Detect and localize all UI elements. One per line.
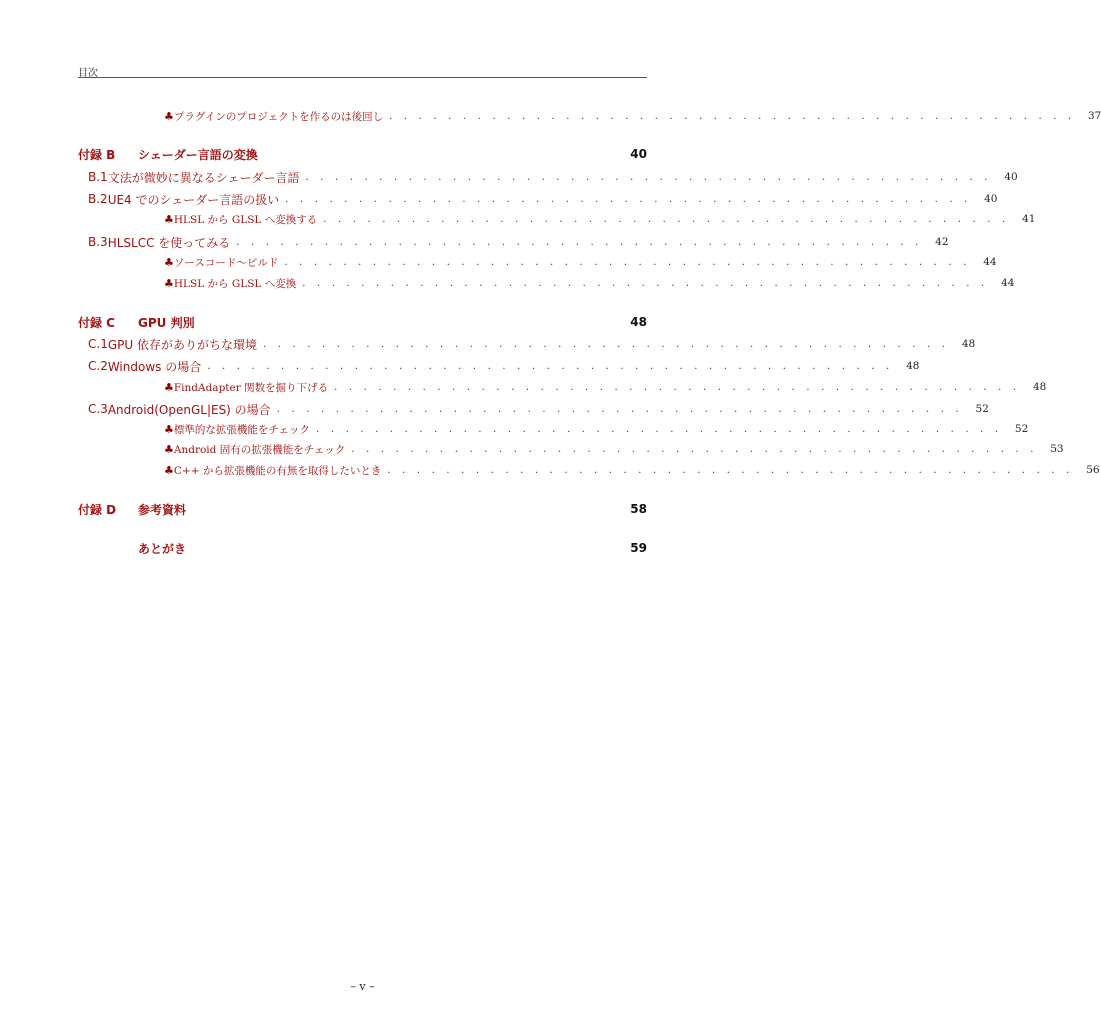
toc-entry-page: 58 <box>630 502 647 516</box>
club-icon: ♣ <box>164 380 174 394</box>
toc-entry-title: 標準的な拡張機能をチェック <box>173 423 311 436</box>
toc-entry-title: ソースコード～ビルド <box>173 256 279 269</box>
club-icon: ♣ <box>164 255 174 269</box>
dot-leader: . . . . . . . . . . . . . . . . . . . . . . . . . . . . . . . . . . . . . . . . . . . . . . . <box>262 338 950 350</box>
toc-entry-number: 付録 C <box>78 315 115 330</box>
dot-leader: . . . . . . . . . . . . . . . . . . . . . . . . . . . . . . . . . . . . . . . . . . . . . . . <box>334 381 1021 393</box>
toc-entry-page: 48 <box>630 315 647 329</box>
toc-entry-page: 56 <box>1086 464 1100 476</box>
running-header: 目次 <box>78 68 98 79</box>
toc-entry-page: 40 <box>1004 171 1018 183</box>
dot-leader: . . . . . . . . . . . . . . . . . . . . . . . . . . . . . . . . . . . . . . . . . . . . . . . <box>305 171 992 183</box>
club-icon: ♣ <box>164 442 174 456</box>
toc-entry-title: プラグインのプロジェクトを作るのは後回し <box>173 110 384 123</box>
toc-entry-title: FindAdapter 関数を掘り下げる <box>173 381 329 394</box>
toc-entry-page: 59 <box>630 541 647 555</box>
toc-entry-title: Android(OpenGL|ES) の場合 <box>107 402 271 417</box>
toc-entry-section[interactable] <box>78 335 976 353</box>
toc-entry-title: UE4 でのシェーダー言語の扱い <box>107 192 280 207</box>
toc-entry-number: 付録 D <box>78 502 117 517</box>
toc-entry-sub[interactable] <box>78 210 1036 228</box>
page-number: – v – <box>350 980 375 993</box>
toc-entry-title: HLSLCC を使ってみる <box>107 235 231 250</box>
toc-entry-chapter[interactable] <box>78 313 647 331</box>
toc-entry-section[interactable] <box>78 357 920 375</box>
dot-leader: . . . . . . . . . . . . . . . . . . . . . . . . . . . . . . . . . . . . . . . . . . . . . . . <box>207 360 894 372</box>
dot-leader: . . . . . . . . . . . . . . . . . . . . . . . . . . . . . . . . . . . . . . . . . . . . . . . <box>284 256 971 268</box>
dot-leader: . . . . . . . . . . . . . . . . . . . . . . . . . . . . . . . . . . . . . . . . . . . . . . . <box>316 423 1003 435</box>
club-icon: ♣ <box>164 276 174 290</box>
toc-entry-chapter[interactable] <box>78 145 647 163</box>
club-icon: ♣ <box>164 109 174 123</box>
toc-entry-page: 40 <box>630 147 647 161</box>
dot-leader: . . . . . . . . . . . . . . . . . . . . . . . . . . . . . . . . . . . . . . . . . . . . . . . <box>387 464 1074 476</box>
toc-entry-sub[interactable] <box>78 107 1101 125</box>
toc-entry-sub[interactable] <box>78 461 1100 479</box>
toc-entry-number: C.2 <box>88 359 108 373</box>
toc-entry-page: 40 <box>984 193 998 205</box>
toc-entry-title: Windows の場合 <box>107 359 202 374</box>
dot-leader: . . . . . . . . . . . . . . . . . . . . . . . . . . . . . . . . . . . . . . . . . . . . . . . <box>236 236 923 248</box>
toc-entry-number: C.3 <box>88 402 108 416</box>
toc-entry-section[interactable] <box>78 190 998 208</box>
toc-entry-sub[interactable] <box>78 253 997 271</box>
toc-entry-page: 44 <box>983 256 997 268</box>
dot-leader: . . . . . . . . . . . . . . . . . . . . . . . . . . . . . . . . . . . . . . . . . . . . . . . <box>389 110 1076 122</box>
toc-entry-title: 文法が微妙に異なるシェーダー言語 <box>107 170 300 185</box>
toc-entry-title: シェーダー言語の変換 <box>138 147 258 162</box>
club-icon: ♣ <box>164 212 174 226</box>
toc-entry-sub[interactable] <box>78 440 1064 458</box>
toc-entry-number: B.1 <box>88 170 108 184</box>
toc-entry-section[interactable] <box>78 400 989 418</box>
toc-entry-section[interactable] <box>78 168 1018 186</box>
toc-entry-page: 48 <box>1032 381 1047 393</box>
header-rule <box>78 77 647 78</box>
toc-entry-title: HLSL から GLSL へ変換 <box>173 277 297 290</box>
toc-entry-page: 48 <box>906 360 920 372</box>
toc-entry-page: 42 <box>935 236 949 248</box>
toc-entry-title: Android 固有の拡張機能をチェック <box>173 443 346 456</box>
dot-leader: . . . . . . . . . . . . . . . . . . . . . . . . . . . . . . . . . . . . . . . . . . . . . . . <box>323 213 1010 225</box>
dot-leader: . . . . . . . . . . . . . . . . . . . . . . . . . . . . . . . . . . . . . . . . . . . . . . . <box>351 443 1038 455</box>
toc-entry-page: 44 <box>1001 277 1015 289</box>
toc-entry-title: あとがき <box>138 541 187 556</box>
toc-entry-title: GPU 依存がありがちな環境 <box>107 337 257 352</box>
toc-entry-page: 52 <box>975 403 989 415</box>
toc-entry-number: B.3 <box>88 235 108 249</box>
toc-entry-sub[interactable] <box>78 420 1029 438</box>
toc-entry-page: 41 <box>1022 213 1036 225</box>
toc-entry-section[interactable] <box>78 233 949 251</box>
toc-entry-number: C.1 <box>88 337 108 351</box>
toc-entry-chapter[interactable] <box>78 500 647 518</box>
toc-entry-sub[interactable] <box>78 378 1047 396</box>
toc-entry-page: 48 <box>961 338 976 350</box>
toc-entry-chapter[interactable] <box>78 539 647 557</box>
toc-entry-page: 53 <box>1050 443 1064 455</box>
toc-entry-page: 37 <box>1088 110 1101 122</box>
toc-entry-page: 52 <box>1014 423 1029 435</box>
toc-entry-title: 参考資料 <box>138 502 187 517</box>
toc-entry-sub[interactable] <box>78 274 1015 292</box>
club-icon: ♣ <box>164 422 174 436</box>
dot-leader: . . . . . . . . . . . . . . . . . . . . . . . . . . . . . . . . . . . . . . . . . . . . . . . <box>276 403 963 415</box>
club-icon: ♣ <box>164 463 174 477</box>
dot-leader: . . . . . . . . . . . . . . . . . . . . . . . . . . . . . . . . . . . . . . . . . . . . . . . <box>285 193 972 205</box>
toc-entry-title: HLSL から GLSL へ変換する <box>173 213 318 226</box>
toc-entry-number: 付録 B <box>78 147 116 162</box>
toc-entry-title: C++ から拡張機能の有無を取得したいとき <box>173 464 382 477</box>
dot-leader: . . . . . . . . . . . . . . . . . . . . . . . . . . . . . . . . . . . . . . . . . . . . . . . <box>302 277 989 289</box>
toc-entry-number: B.2 <box>88 192 108 206</box>
toc-entry-title: GPU 判別 <box>138 315 195 330</box>
